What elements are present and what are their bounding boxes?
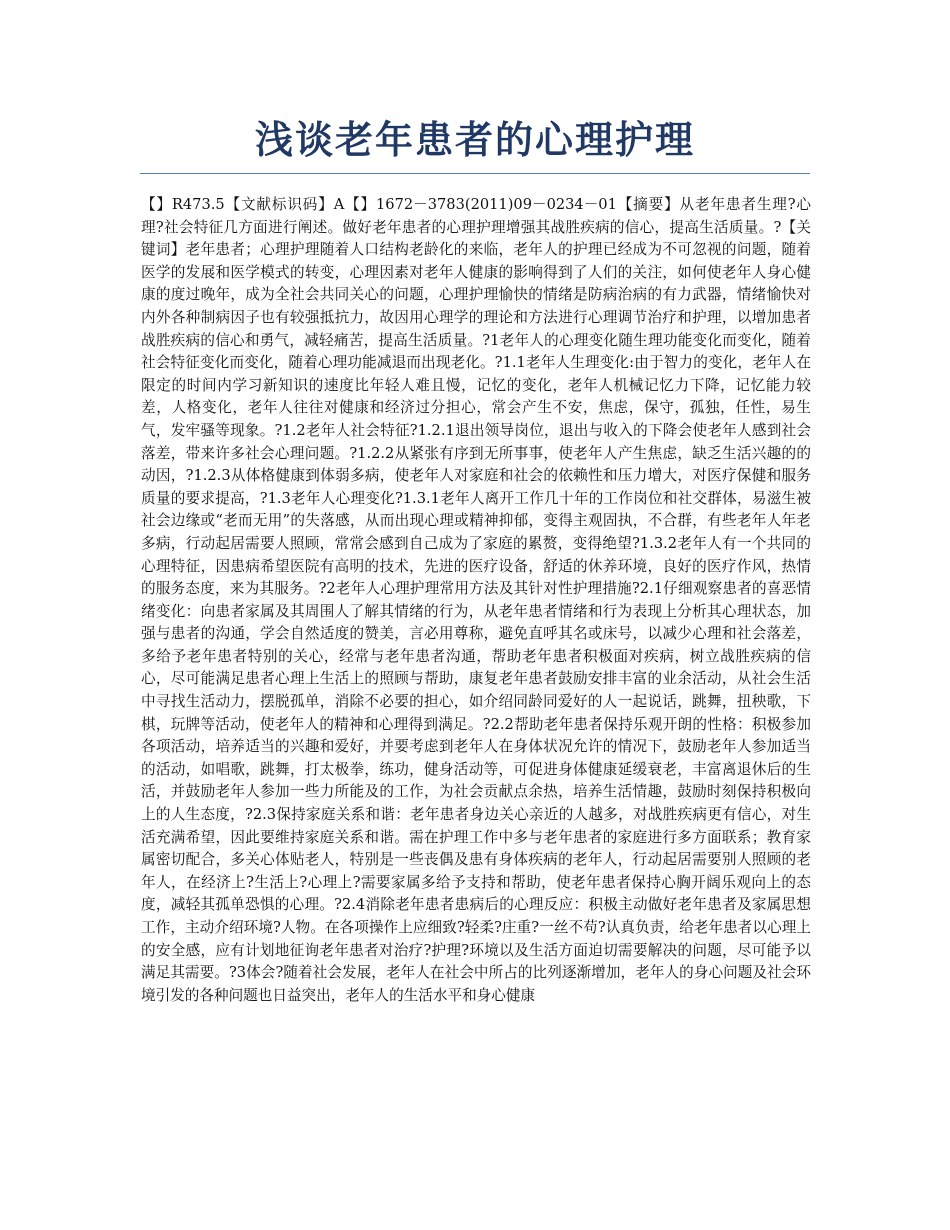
page-title: 浅谈老年患者的心理护理 [254,118,695,162]
article-body: 【】R473.5【文献标识码】A【】1672－3783(2011)09－0234－01【摘要】从老年患者生理?心理?社会特征几方面进行阐述。做好老年患者的心理护理增强其战胜疾病的信心，提高生活质量。?【关键词】老年患者；心理护理随着人口结构老龄化的来临，老年人的护理已经成为不可忽视的问题，随着医学的发展和医学模式的转变，心理因素对老年人健康的影响得到了人们的关注，如何使老年人身心健康的度过晚年，成为全社会共同关心的问题，心理护理愉快的情绪是防病治病的有力武器，情绪愉快对内外各种制病因子也有较强抵抗力，故因用心理学的理论和方法进行心理调节治疗和护理，以增加患者战胜疾病的信心和勇气，减轻痛苦，提高生活质量。?1老年人的心理变化随生理功能变化而变化，随着社会特征变化而变化，随着心理功能减退而出现老化。?1.1老年人生理变化:由于智力的变化，老年人在限定的时间内学习新知识的速度比年轻人难且慢，记忆的变化，老年人机械记忆力下降，记忆能力较差，人格变化，老年人往往对健康和经济过分担心，常会产生不安，焦虑，保守，孤独，任性，易生气，发牢骚等现象。?1.2老年人社会特征?1.2.1退出领导岗位，退出与收入的下降会使老年人感到社会落差，带来许多社会心理问题。?1.2.2从紧张有序到无所事事，使老年人产生焦虑，缺乏生活兴趣的的动因，?1.2.3从体格健康到体弱多病，使老年人对家庭和社会的依赖性和压力增大，对医疗保健和服务质量的要求提高，?1.3老年人心理变化?1.3.1老年人离开工作几十年的工作岗位和社交群体，易滋生被社会边缘或“老而无用”的失落感，从而出现心理或精神抑郁，变得主观固执，不合群，有些老年人年老多病，行动起居需要人照顾，常常会感到自己成为了家庭的累赘，变得绝望?1.3.2老年人有一个共同的心理特征，因患病希望医院有高明的技术，先进的医疗设备，舒适的休养环境，良好的医疗作风，热情的服务态度，来为其服务。?2老年人心理护理常用方法及其针对性护理措施?2.1仔细观察患者的喜恶情绪变化：向患者家属及其周围人了解其情绪的行为，从老年患者情绪和行为表现上分析其心理状态，加强与患者的沟通，学会自然适度的赞美，言必用尊称，避免直呼其名或床号，以减少心理和社会落差，多给予老年患者特别的关心，经常与老年患者沟通，帮助老年患者积极面对疾病，树立战胜疾病的信心，尽可能满足患者心理上生活上的照顾与帮助，康复老年患者鼓励安排丰富的业余活动，从社会生活中寻找生活动力，摆脱孤单，消除不必要的担心，如介绍同龄同爱好的人一起说话，跳舞，扭秧歌，下棋，玩牌等活动，使老年人的精神和心理得到满足。?2.2帮助老年患者保持乐观开朗的性格：积极参加各项活动，培养适当的兴趣和爱好，并要考虑到老年人在身体状况允许的情况下，鼓励老年人参加适当的活动，如唱歌，跳舞，打太极拳，练功，健身活动等，可促进身体健康延缓衰老，丰富离退休后的生活，并鼓励老年人参加一些力所能及的工作，为社会贡献点余热，培养生活情趣，鼓励时刻保持积极向上的人生态度，?2.3保持家庭关系和谐：老年患者身边关心亲近的人越多，对战胜疾病更有信心，对生活充满希望，因此要维持家庭关系和谐。需在护理工作中多与老年患者的家庭进行多方面联系；教育家属密切配合，多关心体贴老人，特别是一些丧偶及患有身体疾病的老年人，行动起居需要别人照顾的老年人，在经济上?生活上?心理上?需要家属多给予支持和帮助，使老年患者保持心胸开阔乐观向上的态度，减轻其孤单恐惧的心理。?2.4消除老年患者患病后的心理反应：积极主动做好老年患者及家属思想工作，主动介绍环境?人物。在各项操作上应细致?轻柔?庄重?一丝不苟?认真负责，给老年患者以心理上的安全感，应有计划地征询老年患者对治疗?护理?环境以及生活方面迫切需要解决的问题，尽可能予以满足其需要。?3体会?随着社会发展，老年人在社会中所占的比列逐渐增加，老年人的身心问题及社会环境引发的各种问题也日益突出，老年人的生活水平和身心健康 [141,196,811,1004]
title-divider [140,173,810,174]
